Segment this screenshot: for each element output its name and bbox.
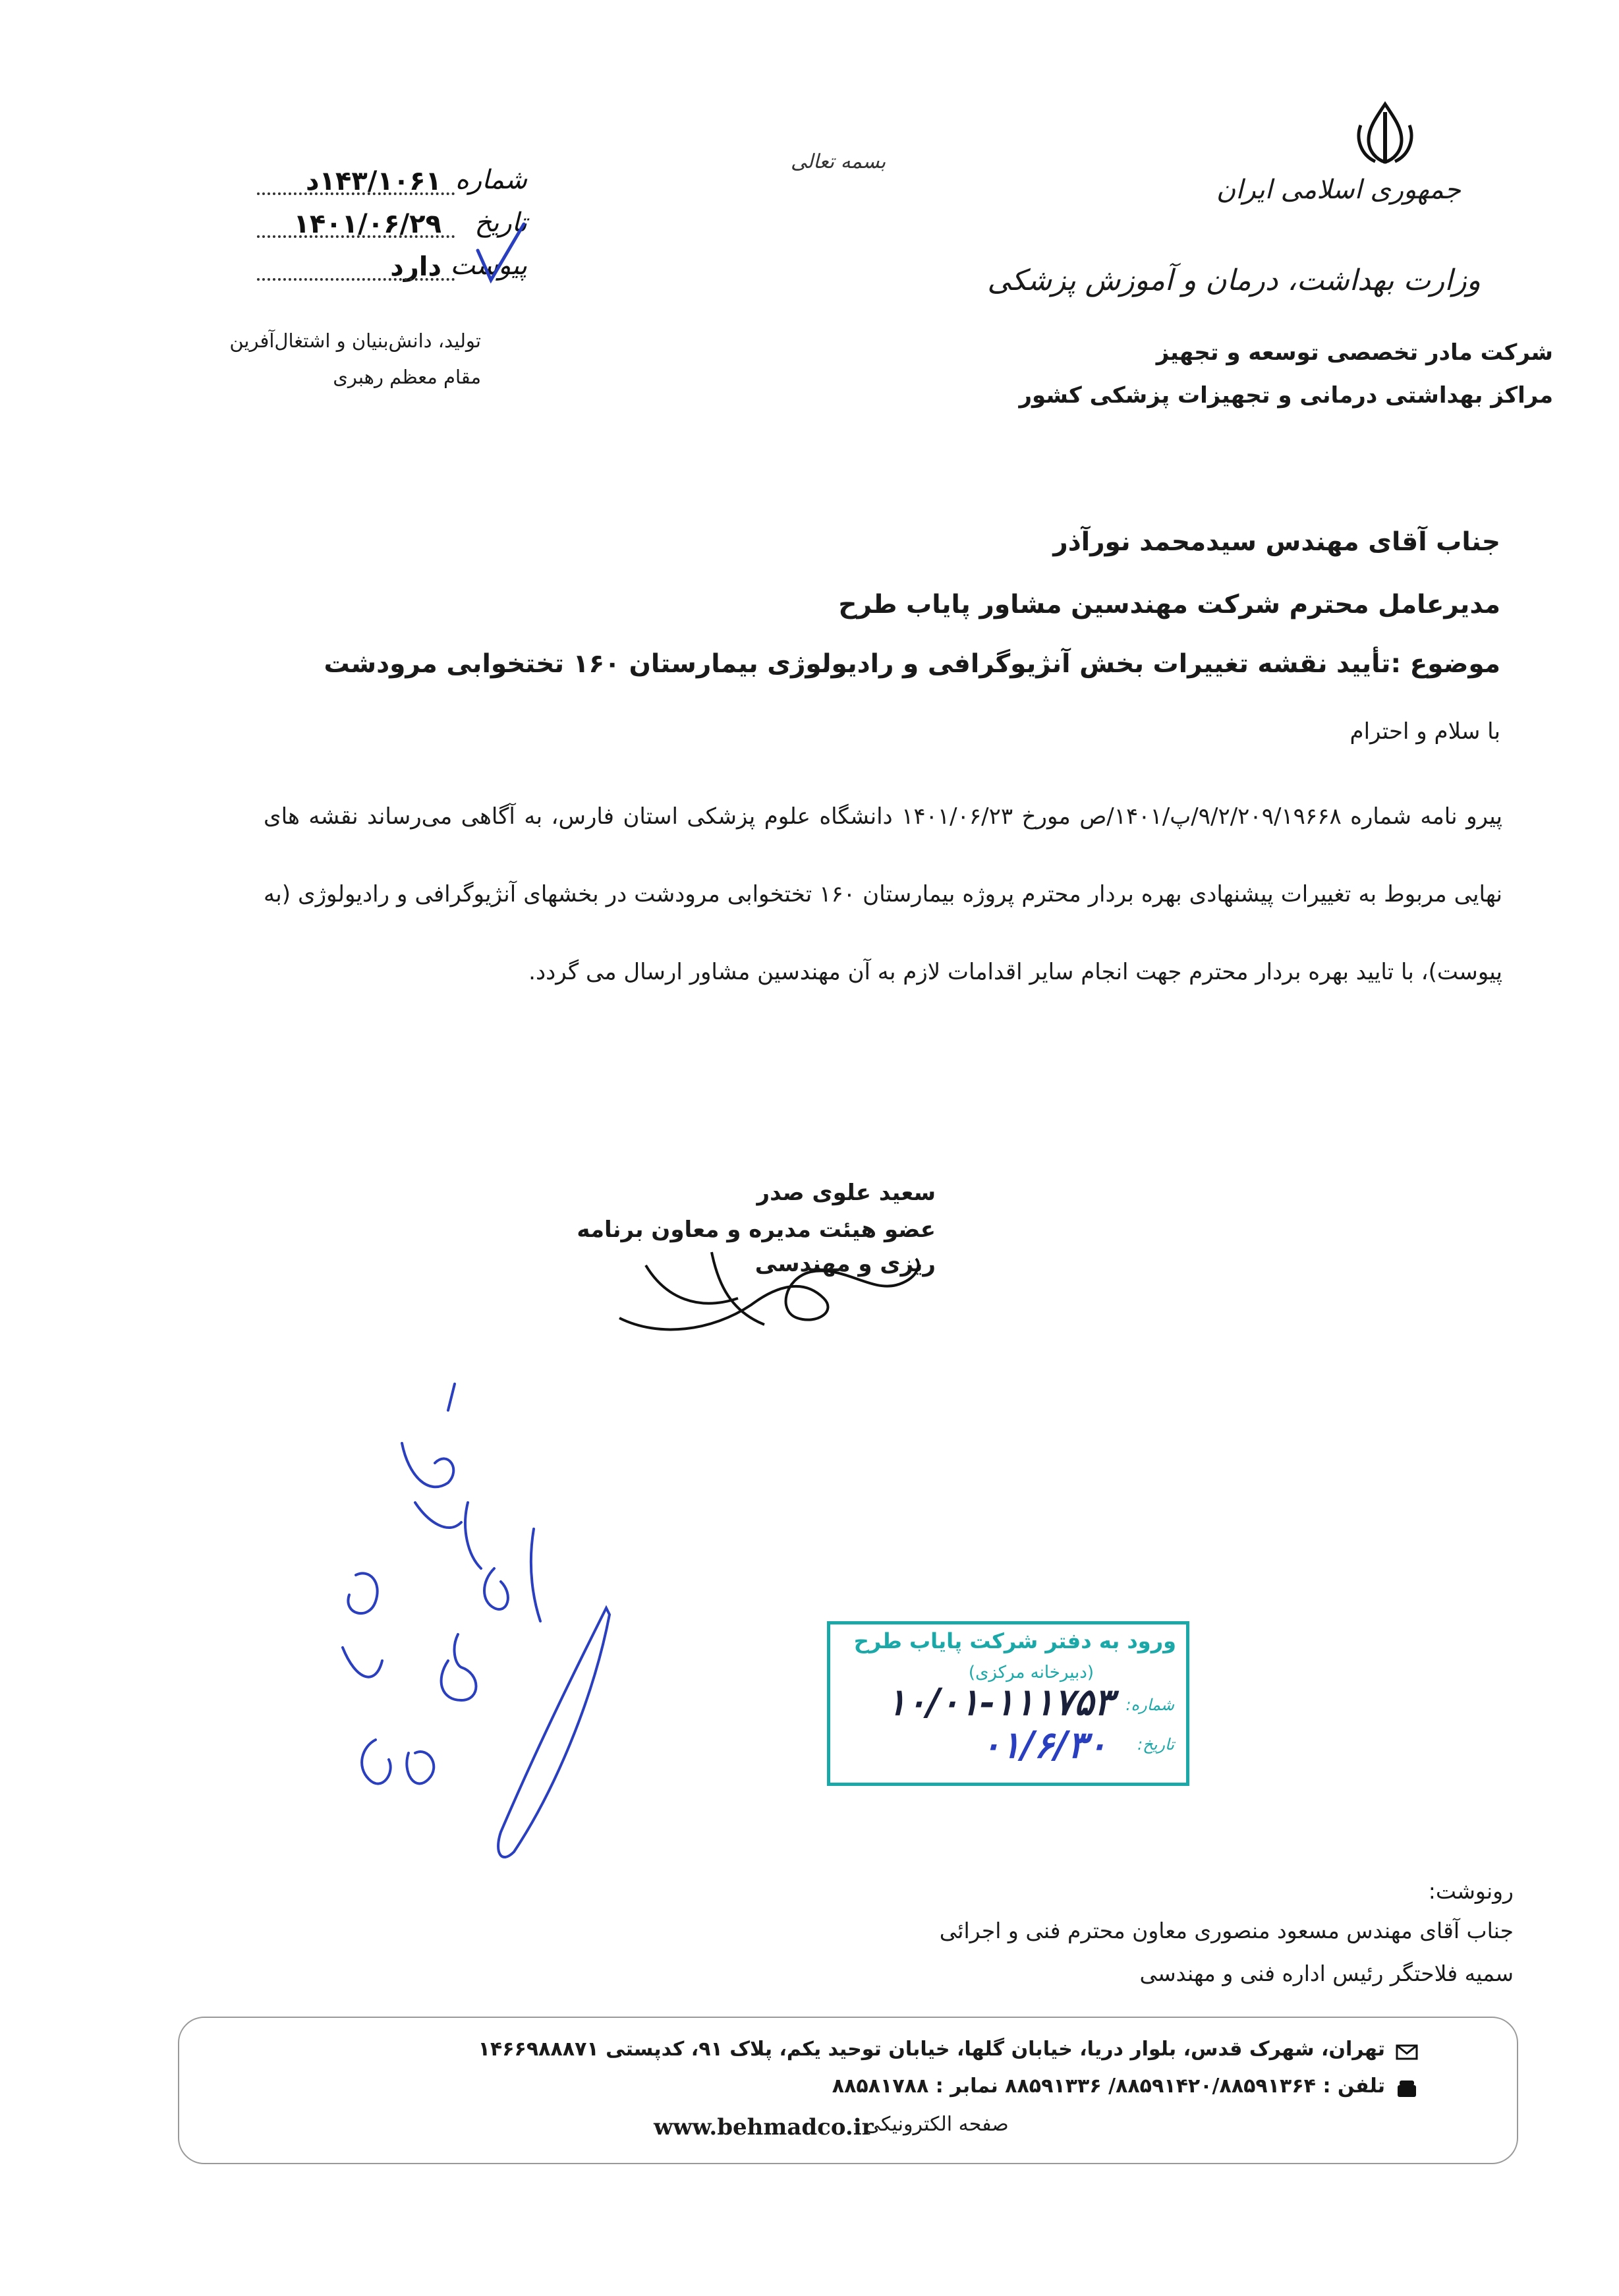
motto-line-2: مقام معظم رهبری [333, 366, 481, 388]
ministry-line: وزارت بهداشت، درمان و آموزش پزشکی [987, 264, 1481, 297]
invocation: بسمه تعالی [791, 150, 886, 173]
footer-web-label: صفحه الکترونیکی [865, 2113, 1009, 2136]
signatory-title: عضو هیئت مدیره و معاون برنامه ریزی و مهندسی [577, 1217, 936, 1277]
greeting: با سلام و احترام [1349, 718, 1500, 745]
letter-date-label: تاریخ [474, 208, 527, 238]
stamp-subtitle: (دبیرخانه مرکزی) [968, 1663, 1094, 1682]
signature-scribble [606, 1239, 936, 1344]
copies-line-1: جناب آقای مهندس مسعود منصوری معاون محترم فنی و اجرائی [939, 1918, 1514, 1943]
attachment-value: دارد [390, 252, 441, 282]
footer-phone: تلفن : ۸۸۵۹۱۴۲۰/۸۸۵۹۱۳۶۴/ ۸۸۵۹۱۳۳۶ نمابر : ۸۸۵۸۱۷۸۸ [832, 2075, 1385, 2098]
letter-date-value: ۱۴۰۱/۰۶/۲۹ [293, 209, 441, 239]
footer-website-link[interactable]: www.behmadco.ir [654, 2114, 874, 2140]
stamp-title: ورود به دفتر شرکت پایاب طرح [853, 1628, 1176, 1653]
copies-line-2: سمیه فلاحتگر رئیس اداره فنی و مهندسی [1139, 1961, 1514, 1986]
attachment-dots [257, 278, 455, 281]
stamp-number-label: شماره: [1125, 1696, 1174, 1714]
phone-icon [1396, 2079, 1418, 2098]
company-line-2: مراکز بهداشتی درمانی و تجهیزات پزشکی کشور [1019, 382, 1553, 409]
envelope-icon [1396, 2042, 1418, 2061]
republic-line: جمهوری اسلامی ایران [1216, 175, 1461, 205]
letter-subject: موضوع :تأیید نقشه تغییرات بخش آنژیوگرافی و رادیولوژی بیمارستان ۱۶۰ تختخوابی مرودشت [324, 649, 1500, 679]
company-line-1: شرکت مادر تخصصی توسعه و تجهیز [1156, 339, 1553, 366]
signatory-name: سعید علوی صدر [756, 1180, 936, 1206]
footer-box [178, 2017, 1518, 2164]
motto-line-1: تولید، دانش‌بنیان و اشتغال‌آفرین [229, 330, 481, 352]
handwritten-annotation [316, 1371, 619, 1911]
emblem-icon [1349, 99, 1421, 171]
letter-number-value: ۱۴۳/۱۰۶۱د [305, 166, 441, 196]
attachment-label: پیوست [450, 250, 527, 281]
recipient-position: مدیرعامل محترم شرکت مهندسین مشاور پایاب طرح [838, 590, 1500, 619]
stamp-number-value: ۱۰/۰۱-۱۱۱۷۵۳ [886, 1680, 1114, 1724]
letter-number-dots [257, 192, 455, 195]
checkmark-icon [474, 217, 527, 283]
receipt-stamp [827, 1621, 1189, 1786]
letter-number-label: شماره [455, 165, 527, 195]
recipient-name: جناب آقای مهندس سیدمحمد نورآذر [1053, 527, 1500, 557]
letter-date-dots [257, 235, 455, 238]
copies-label: رونوشت: [1428, 1878, 1514, 1904]
footer-address: تهران، شهرک قدس، بلوار دریا، خیابان گلها، خیابان توحید یکم، پلاک ۹۱، کدپستی ۱۴۶۶۹۸۸۸۷۱ [478, 2038, 1385, 2061]
letter-number-row [250, 165, 527, 203]
body-paragraph: پیرو نامه شماره ۹/۲/۲۰۹/۱۹۶۶۸/پ/۱۴۰۱/ص مورخ ۱۴۰۱/۰۶/۲۳ دانشگاه علوم پزشکی استان فارس، به آگاهی می‌رساند نقشه های نهایی مربوط به تغییرات پیشنهادی بهره بردار محترم پروژه بیمارستان ۱۶۰ تختخوابی مرودشت در بخشهای آنژیوگرافی و رادیولوژی (به پیوست)، با تایید بهره بردار محترم جهت انجام سایر اقدامات لازم به آن مهندسین مشاور ارسال می گردد. [264, 803, 1502, 985]
stamp-date-label: تاریخ: [1137, 1735, 1174, 1754]
stamp-date-value: ۰۱/۶/۳۰ [980, 1723, 1107, 1767]
